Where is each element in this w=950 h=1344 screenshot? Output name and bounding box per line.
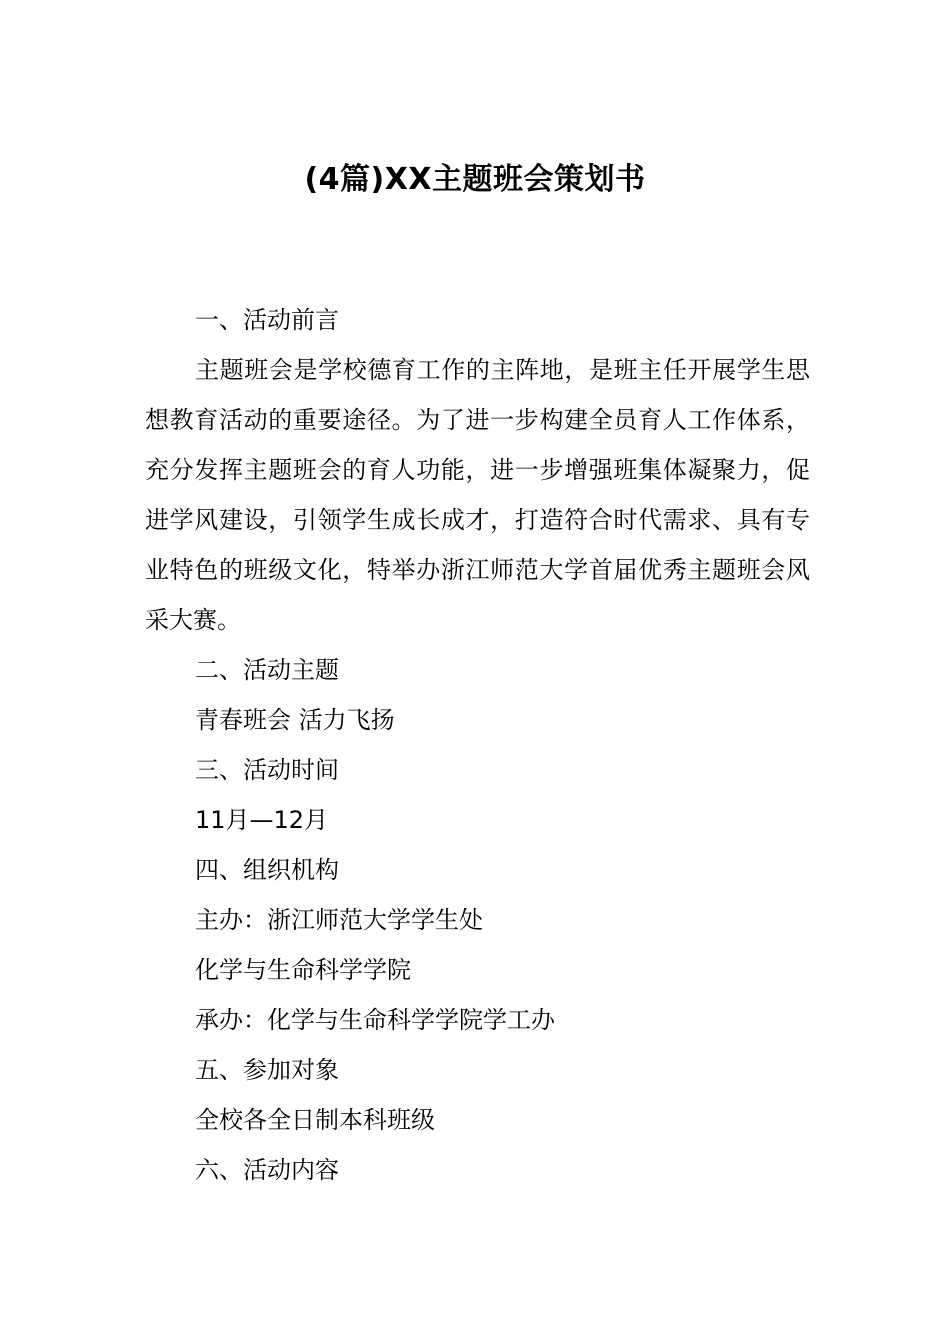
document-body: [145, 295, 810, 1195]
section-heading-organization: 四、组织机构: [195, 856, 339, 884]
section-heading-content: 六、活动内容: [195, 1156, 339, 1184]
document-title: (4篇)XX主题班会策划书: [304, 162, 646, 197]
theme-text: 青春班会 活力飞扬: [195, 706, 395, 734]
participants-text: 全校各全日制本科班级: [195, 1106, 435, 1134]
host-text: 主办：浙江师范大学学生处: [195, 906, 483, 934]
section-heading-time: 三、活动时间: [195, 756, 339, 784]
preface-paragraph: 主题班会是学校德育工作的主阵地，是班主任开展学生思想教育活动的重要途径。为了进一步构建全员育人工作体系，充分发挥主题班会的育人功能，进一步增强班集体凝聚力，促进学风建设，引领学生成长成才，打造符合时代需求、具有专业特色的班级文化，特举办浙江师范大学首届优秀主题班会风采大赛。: [145, 356, 810, 634]
section-heading-theme: 二、活动主题: [195, 656, 339, 684]
section-heading-participants: 五、参加对象: [195, 1056, 339, 1084]
host-text-2: 化学与生命科学学院: [195, 956, 411, 984]
time-text: 11月—12月: [195, 806, 329, 834]
organizer-text: 承办：化学与生命科学学院学工办: [195, 1006, 555, 1034]
section-heading-preface: 一、活动前言: [195, 306, 339, 334]
